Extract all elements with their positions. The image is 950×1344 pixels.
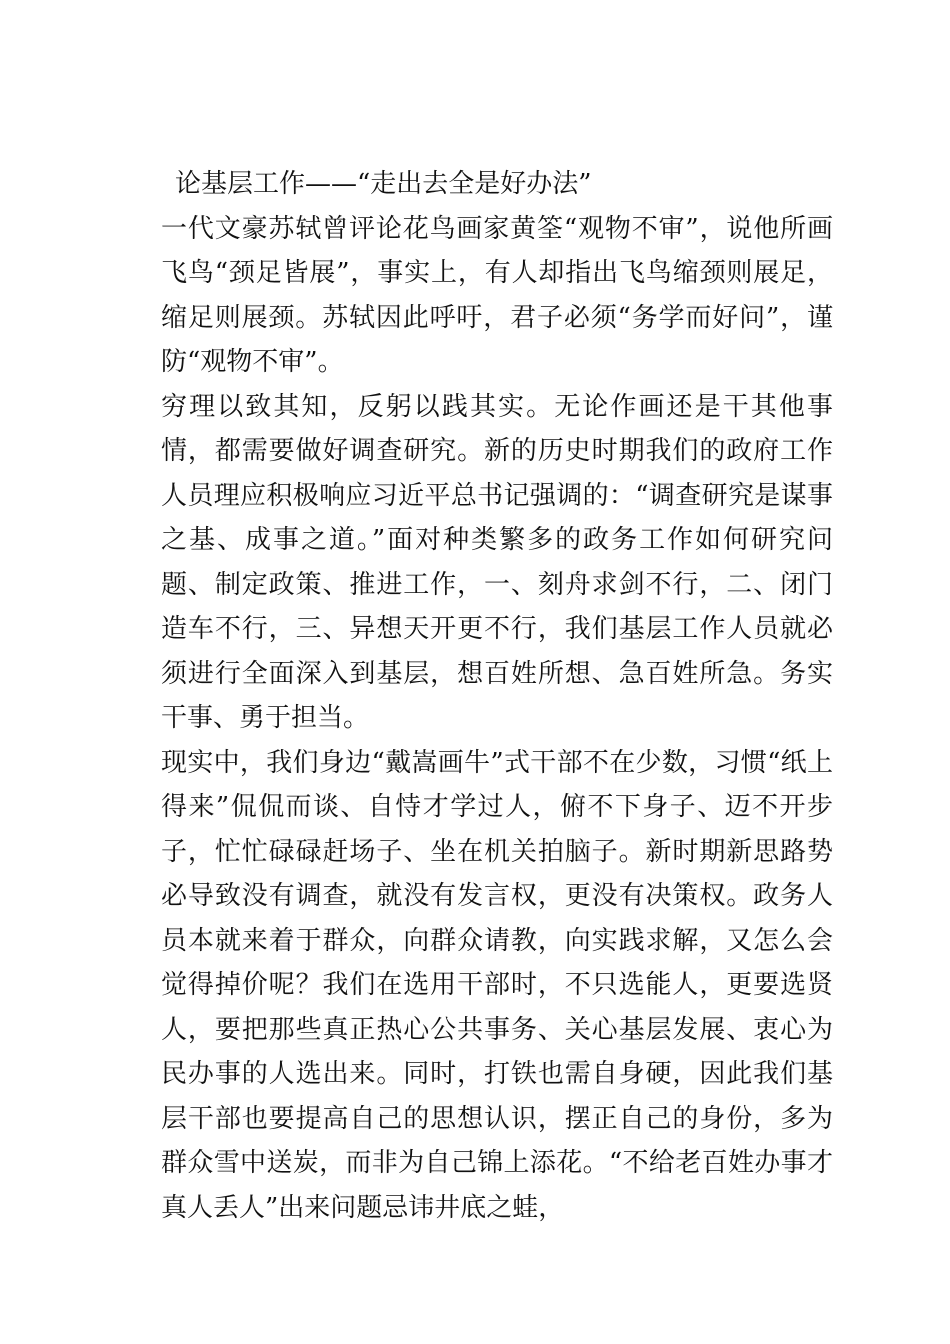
paragraph-2: 穷理以致其知，反躬以践其实。无论作画还是干其他事情，都需要做好调查研究。新的历史时期我们的政府工作人员理应积极响应习近平总书记强调的：“调查研究是谋事之基、成事之道。”面对种类繁多的政务工作如何研究问题、制定政策、推进工作，一、刻舟求剑不行，二、闭门造车不行，三、异想天开更不行，我们基层工作人员就必须进行全面深入到基层，想百姓所想、急百姓所急。务实干事、勇于担当。 <box>161 391 833 733</box>
document-body <box>161 162 833 1230</box>
document-title: 论基层工作——“走出去全是好办法” <box>175 169 592 199</box>
paragraph-3: 现实中，我们身边“戴嵩画牛”式干部不在少数，习惯“纸上得来”侃侃而谈、自恃才学过人，俯不下身子、迈不开步子，忙忙碌碌赶场子、坐在机关拍脑子。新时期新思路势必导致没有调查，就没有发言权，更没有决策权。政务人员本就来着于群众，向群众请教，向实践求解，又怎么会觉得掉价呢？我们在选用干部时，不只选能人，更要选贤人，要把那些真正热心公共事务、关心基层发展、衷心为民办事的人选出来。同时，打铁也需自身硬，因此我们基层干部也要提高自己的思想认识，摆正自己的身份，多为群众雪中送炭，而非为自己锦上添花。“不给老百姓办事才真人丢人”出来问题忌讳井底之蛙， <box>161 747 833 1223</box>
paragraph-1: 一代文豪苏轼曾评论花鸟画家黄筌“观物不审”，说他所画飞鸟“颈足皆展”，事实上，有人却指出飞鸟缩颈则展足，缩足则展颈。苏轼因此呼吁，君子必须“务学而好问”，谨防“观物不审”。 <box>161 213 833 377</box>
